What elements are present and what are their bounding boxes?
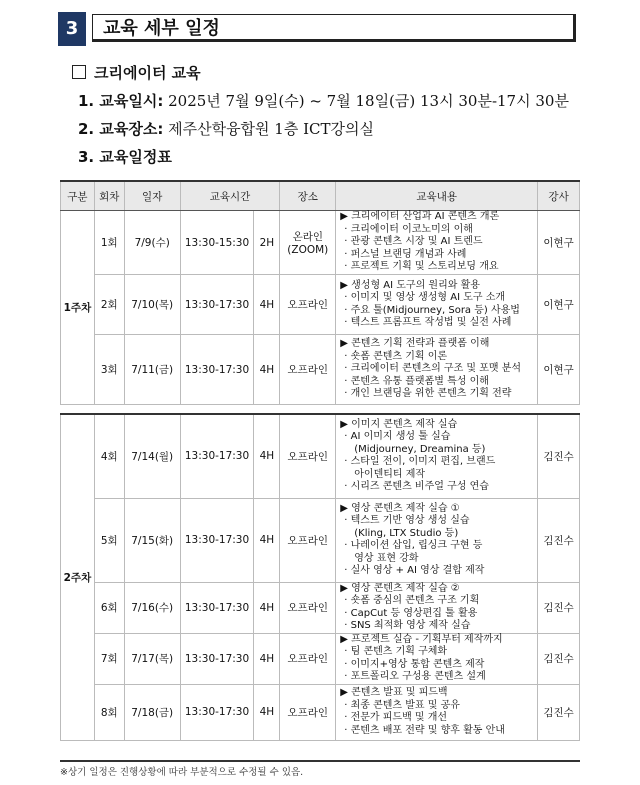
session-date: 7/11(금) (124, 335, 180, 405)
session-place (280, 275, 336, 335)
content-line: (Kling, LTX Studio 등) (354, 527, 459, 539)
section-title: 교육 세부 일정 (92, 14, 576, 42)
info-schedule-label: 3. 교육일정표 (78, 148, 172, 166)
session-content (336, 211, 538, 275)
content-line: · 프로젝트 기획 및 스토리보딩 개요 (344, 261, 499, 273)
info-schedule (78, 146, 172, 167)
header-teacher: 강사 (538, 181, 580, 211)
session-no: 4회 (94, 414, 124, 498)
content-line: · 크리에이터 콘텐츠의 구조 및 포맷 분석 (344, 363, 522, 375)
session-content (336, 498, 538, 582)
session-teacher: 이현구 (538, 211, 580, 275)
info-date-label: 1. 교육일시: (78, 92, 164, 110)
session-content (336, 275, 538, 335)
session-date: 7/18(금) (124, 684, 180, 740)
header-content: 교육내용 (336, 181, 538, 211)
session-date: 7/16(수) (124, 582, 180, 633)
content-line: · 최종 콘텐츠 발표 및 공유 (344, 699, 460, 711)
content-line: ▶ 콘텐츠 기획 전략과 플랫폼 이해 (340, 338, 490, 350)
subheading (72, 62, 201, 83)
footnote: ※상기 일정은 진행상황에 따라 부분적으로 수정될 수 있음. (60, 767, 304, 778)
session-place (280, 684, 336, 740)
session-hours: 4H (254, 582, 280, 633)
content-line: · 이미지+영상 통합 콘텐츠 제작 (344, 658, 485, 670)
content-line: ▶ 영상 콘텐츠 제작 실습 ② (340, 582, 460, 594)
table-header (61, 181, 580, 211)
table-row (61, 335, 580, 405)
checkbox-icon (72, 65, 86, 79)
session-time: 13:30-17:30 (180, 633, 254, 684)
content-line: · 실사 영상 + AI 영상 결합 제작 (344, 565, 485, 576)
session-hours: 4H (254, 414, 280, 498)
session-time: 13:30-17:30 (180, 498, 254, 582)
session-time: 13:30-15:30 (180, 211, 254, 275)
content-line: · 관광 콘텐츠 시장 및 AI 트렌드 (344, 236, 483, 248)
session-teacher: 김진수 (538, 582, 580, 633)
content-line: · 크리에이터 이코노미의 이해 (344, 223, 473, 235)
week-gap (61, 405, 580, 415)
session-date: 7/10(목) (124, 275, 180, 335)
session-teacher: 김진수 (538, 633, 580, 684)
content-line: · 텍스트 프롬프트 작성법 및 실전 사례 (344, 317, 512, 328)
table-row (61, 275, 580, 335)
content-line: 영상 표현 강화 (354, 552, 419, 564)
content-line: ▶ 생성형 AI 도구의 원리와 활용 (340, 279, 480, 291)
table-bottom-rule (60, 760, 580, 762)
content-line: · 개인 브랜딩을 위한 콘텐츠 기획 전략 (344, 388, 512, 400)
session-content (336, 633, 538, 684)
session-time: 13:30-17:30 (180, 275, 254, 335)
session-time: 13:30-17:30 (180, 582, 254, 633)
session-time: 13:30-17:30 (180, 684, 254, 740)
content-line: · 스타일 전이, 이미지 편집, 브랜드 (344, 456, 496, 468)
section-number: 3 (58, 12, 86, 46)
session-hours: 4H (254, 684, 280, 740)
info-date (78, 90, 569, 111)
header-session: 회차 (94, 181, 124, 211)
session-place-text: 오프라인 (287, 706, 329, 719)
table-row (61, 582, 580, 633)
subheading-text: 크리에이터 교육 (94, 64, 201, 82)
session-place-text: 온라인 (ZOOM) (287, 231, 329, 256)
session-no: 5회 (94, 498, 124, 582)
content-line: · SNS 최적화 영상 제작 실습 (344, 620, 471, 631)
header-date: 일자 (124, 181, 180, 211)
content-line: 아이덴티티 제작 (354, 468, 426, 480)
session-place (280, 211, 336, 275)
content-line: · 나레이션 삽입, 립싱크 구현 등 (344, 540, 483, 551)
session-date: 7/15(화) (124, 498, 180, 582)
session-place-text: 오프라인 (287, 299, 329, 311)
session-teacher: 이현구 (538, 275, 580, 335)
session-time: 13:30-17:30 (180, 414, 254, 498)
content-line: · 숏폼 중심의 콘텐츠 구조 기획 (344, 595, 480, 606)
session-place (280, 582, 336, 633)
info-place (78, 118, 374, 139)
content-line: · 포트폴리오 구성용 콘텐츠 설계 (344, 671, 486, 682)
session-teacher: 김진수 (538, 498, 580, 582)
session-place-text: 오프라인 (287, 653, 329, 665)
content-line: · 이미지 및 영상 생성형 AI 도구 소개 (344, 292, 506, 303)
session-place (280, 633, 336, 684)
session-hours: 4H (254, 335, 280, 405)
table-row (61, 414, 580, 498)
session-hours: 4H (254, 498, 280, 582)
content-line: · 시리즈 콘텐츠 비주얼 구성 연습 (344, 481, 489, 493)
session-place-text: 오프라인 (287, 450, 329, 463)
session-content (336, 582, 538, 633)
content-line: ▶ 콘텐츠 발표 및 피드백 (340, 687, 448, 698)
table-row (61, 498, 580, 582)
content-line: · AI 이미지 생성 툴 실습 (344, 431, 451, 443)
session-date: 7/14(월) (124, 414, 180, 498)
session-teacher: 김진수 (538, 684, 580, 740)
session-no: 2회 (94, 275, 124, 335)
header-place: 장소 (280, 181, 336, 211)
section-header (58, 12, 578, 46)
session-no: 1회 (94, 211, 124, 275)
header-week: 구분 (61, 181, 95, 211)
content-line: · 주요 툴(Midjourney, Sora 등) 사용법 (344, 304, 520, 316)
session-hours: 4H (254, 275, 280, 335)
session-date: 7/9(수) (124, 211, 180, 275)
info-place-value: 제주산학융합원 1층 ICT강의실 (168, 120, 374, 138)
schedule-table (60, 180, 580, 741)
content-line: ▶ 프로젝트 실습 - 기획부터 제작까지 (340, 633, 503, 645)
session-no: 8회 (94, 684, 124, 740)
content-line: · 텍스트 기반 영상 생성 실습 (344, 515, 470, 526)
session-no: 6회 (94, 582, 124, 633)
content-line: · 콘텐츠 배포 전략 및 향후 활동 안내 (344, 724, 505, 736)
session-hours: 4H (254, 633, 280, 684)
info-place-label: 2. 교육장소: (78, 120, 164, 138)
session-teacher: 이현구 (538, 335, 580, 405)
content-line: · 숏폼 콘텐츠 기획 이론 (344, 350, 448, 362)
header-time: 교육시간 (180, 181, 280, 211)
session-place-text: 오프라인 (287, 534, 329, 547)
info-date-value: 2025년 7월 9일(수) ~ 7월 18일(금) 13시 30분-17시 30분 (168, 92, 569, 110)
session-no: 3회 (94, 335, 124, 405)
content-line: · 전문가 피드백 및 개선 (344, 712, 448, 723)
content-line: · 콘텐츠 유통 플랫폼별 특성 이해 (344, 375, 489, 387)
content-line: · 퍼스널 브랜딩 개념과 사례 (344, 248, 467, 260)
week-label: 2주차 (61, 414, 95, 740)
session-content (336, 335, 538, 405)
table-row (61, 633, 580, 684)
session-teacher: 김진수 (538, 414, 580, 498)
session-hours: 2H (254, 211, 280, 275)
content-line: · 팀 콘텐츠 기획 구체화 (344, 646, 448, 657)
session-no: 7회 (94, 633, 124, 684)
session-place (280, 414, 336, 498)
content-line: ▶ 이미지 콘텐츠 제작 실습 (340, 418, 458, 430)
session-place (280, 335, 336, 405)
content-line: · CapCut 등 영상편집 툴 활용 (344, 607, 478, 619)
session-date: 7/17(목) (124, 633, 180, 684)
session-time: 13:30-17:30 (180, 335, 254, 405)
content-line: ▶ 영상 콘텐츠 제작 실습 ① (340, 502, 460, 514)
session-place-text: 오프라인 (287, 602, 329, 614)
content-line: ▶ 크리에이터 산업과 AI 콘텐츠 개론 (340, 211, 500, 223)
session-place (280, 498, 336, 582)
table-row (61, 211, 580, 275)
table-row (61, 684, 580, 740)
session-content (336, 414, 538, 498)
content-line: (Midjourney, Dreamina 등) (354, 443, 486, 455)
week-label: 1주차 (61, 211, 95, 405)
session-place-text: 오프라인 (287, 364, 329, 376)
session-content (336, 684, 538, 740)
